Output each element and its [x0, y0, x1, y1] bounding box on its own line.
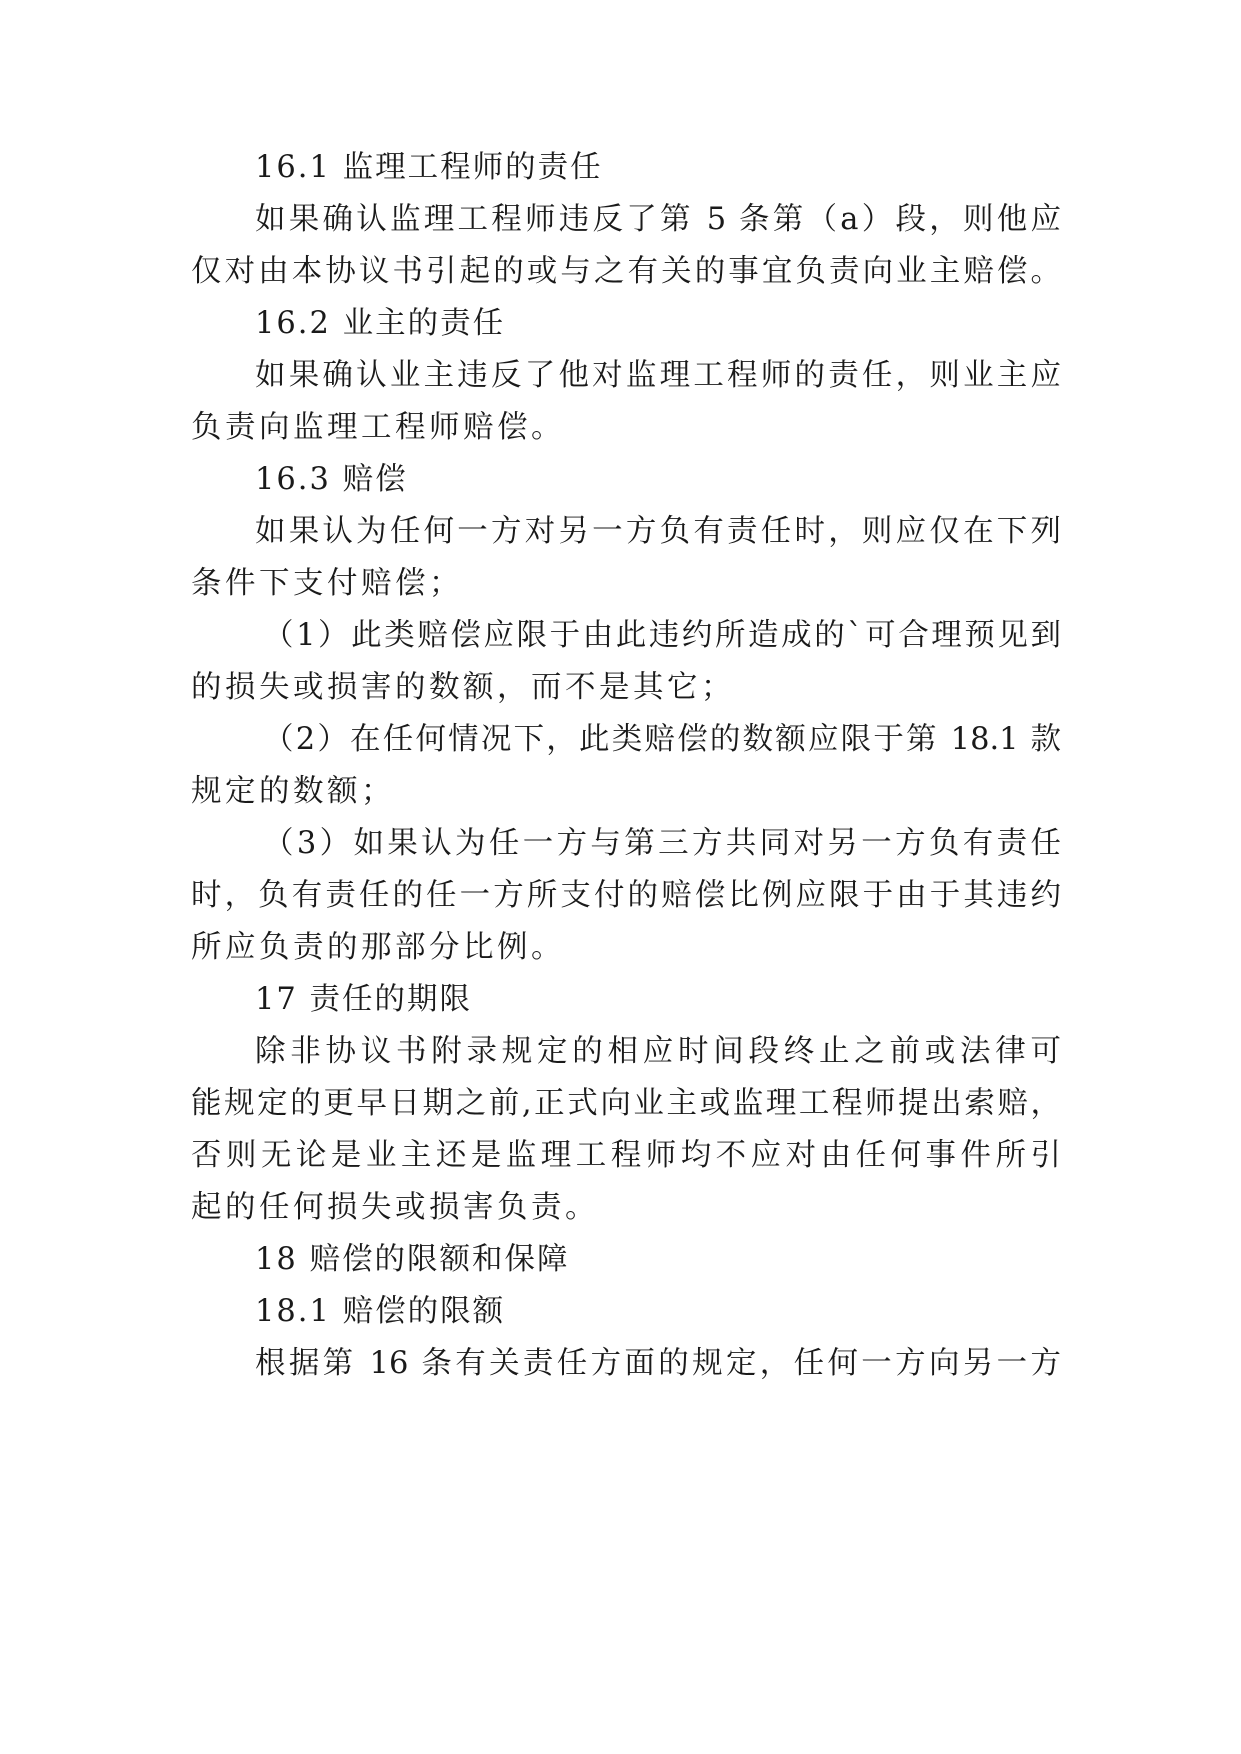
paragraph-line: 除非协议书附录规定的相应时间段终止之前或法律可 — [255, 1034, 1061, 1069]
section-heading-16-2: 16.2 业主的责任 — [255, 306, 506, 341]
section-heading-16-3: 16.3 赔偿 — [255, 462, 408, 497]
paragraph-line: 如果确认业主违反了他对监理工程师的责任，则业主应 — [255, 358, 1061, 393]
section-heading-17: 17 责任的期限 — [255, 982, 473, 1017]
paragraph-line: 能规定的更早日期之前,正式向业主或监理工程师提出索赔， — [191, 1086, 1061, 1121]
paragraph-line: 起的任何损失或损害负责。 — [191, 1190, 599, 1225]
list-item-line: 规定的数额； — [191, 774, 395, 809]
section-heading-18-1: 18.1 赔偿的限额 — [255, 1294, 506, 1329]
paragraph-line: 如果认为任何一方对另一方负有责任时，则应仅在下列 — [255, 514, 1061, 549]
list-item-line: （3）如果认为任一方与第三方共同对另一方负有责任 — [263, 826, 1061, 861]
paragraph-line: 仅对由本协议书引起的或与之有关的事宜负责向业主赔偿。 — [191, 254, 1061, 289]
paragraph-line: 根据第 16 条有关责任方面的规定，任何一方向另一方 — [255, 1346, 1061, 1381]
section-heading-16-1: 16.1 监理工程师的责任 — [255, 150, 603, 185]
list-item-line: （1）此类赔偿应限于由此违约所造成的`可合理预见到 — [263, 618, 1061, 653]
list-item-line: 时，负有责任的任一方所支付的赔偿比例应限于由于其违约 — [191, 878, 1061, 913]
list-item-line: （2）在任何情况下，此类赔偿的数额应限于第 18.1 款 — [263, 722, 1061, 757]
paragraph-line: 负责向监理工程师赔偿。 — [191, 410, 565, 445]
section-heading-18: 18 赔偿的限额和保障 — [255, 1242, 570, 1277]
paragraph-line: 条件下支付赔偿； — [191, 566, 463, 601]
paragraph-line: 否则无论是业主还是监理工程师均不应对由任何事件所引 — [191, 1138, 1061, 1173]
list-item-line: 的损失或损害的数额，而不是其它； — [191, 670, 735, 705]
paragraph-line: 如果确认监理工程师违反了第 5 条第（a）段，则他应 — [255, 202, 1061, 237]
list-item-line: 所应负责的那部分比例。 — [191, 930, 565, 965]
